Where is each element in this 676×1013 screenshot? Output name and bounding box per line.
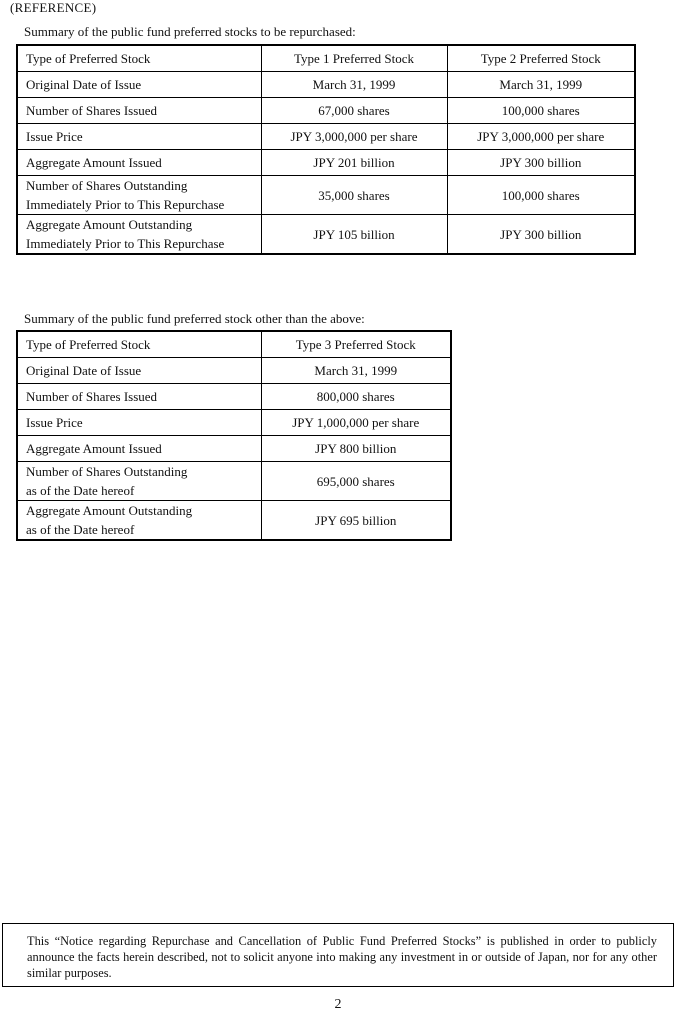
- row-label: [17, 215, 261, 255]
- row-label: Aggregate Amount Issued: [17, 436, 261, 462]
- cell-type1: JPY 3,000,000 per share: [261, 124, 447, 150]
- cell-type3: JPY 1,000,000 per share: [261, 410, 451, 436]
- cell-type3: JPY 800 billion: [261, 436, 451, 462]
- section2-caption: Summary of the public fund preferred stock other than the above:: [24, 311, 365, 326]
- row-label: Original Date of Issue: [17, 358, 261, 384]
- table-row: [17, 215, 635, 255]
- table-row: [17, 462, 451, 501]
- row-label: Aggregate Amount Issued: [17, 150, 261, 176]
- row-label: Original Date of Issue: [17, 72, 261, 98]
- cell-type1: JPY 201 billion: [261, 150, 447, 176]
- cell-type2: 100,000 shares: [447, 98, 635, 124]
- table-row: [17, 384, 451, 410]
- cell-type2: March 31, 1999: [447, 72, 635, 98]
- cell-type2: 100,000 shares: [447, 176, 635, 215]
- header-label: Type of Preferred Stock: [17, 331, 261, 358]
- table-row: [17, 176, 635, 215]
- row-label-line2: Immediately Prior to This Repurchase: [26, 197, 225, 212]
- cell-type1: JPY 105 billion: [261, 215, 447, 255]
- cell-type3: JPY 695 billion: [261, 501, 451, 541]
- other-stocks-table: [16, 330, 452, 541]
- cell-type3: 695,000 shares: [261, 462, 451, 501]
- repurchased-stocks-table: [16, 44, 636, 255]
- header-type3: Type 3 Preferred Stock: [261, 331, 451, 358]
- cell-type2: JPY 300 billion: [447, 150, 635, 176]
- cell-type2: JPY 300 billion: [447, 215, 635, 255]
- table-row: [17, 410, 451, 436]
- row-label: [17, 176, 261, 215]
- table-row: [17, 124, 635, 150]
- section1-caption: Summary of the public fund preferred stocks to be repurchased:: [24, 24, 356, 39]
- row-label: [17, 462, 261, 501]
- row-label: [17, 501, 261, 541]
- cell-type3: 800,000 shares: [261, 384, 451, 410]
- table-row: [17, 331, 451, 358]
- table-row: [17, 436, 451, 462]
- header-type2: Type 2 Preferred Stock: [447, 45, 635, 72]
- cell-type1: March 31, 1999: [261, 72, 447, 98]
- row-label: Issue Price: [17, 124, 261, 150]
- disclaimer-notice: This “Notice regarding Repurchase and Cancellation of Public Fund Preferred Stocks” is published in order to publicly announce the facts herein described, not to solicit anyone into making any investment in or outside of Japan, nor for any other similar purposes.: [2, 923, 674, 987]
- table-row: [17, 72, 635, 98]
- row-label-line1: Number of Shares Outstanding: [26, 464, 188, 479]
- table-row: [17, 150, 635, 176]
- row-label-line1: Number of Shares Outstanding: [26, 178, 188, 193]
- row-label-line2: as of the Date hereof: [26, 522, 135, 537]
- table-row: [17, 98, 635, 124]
- page-number: 2: [334, 997, 342, 1012]
- table-row: [17, 358, 451, 384]
- table-row: [17, 45, 635, 72]
- reference-heading: (REFERENCE): [10, 0, 97, 15]
- cell-type3: March 31, 1999: [261, 358, 451, 384]
- row-label-line1: Aggregate Amount Outstanding: [26, 503, 193, 518]
- row-label: Issue Price: [17, 410, 261, 436]
- cell-type1: 67,000 shares: [261, 98, 447, 124]
- row-label: Number of Shares Issued: [17, 384, 261, 410]
- header-label: Type of Preferred Stock: [17, 45, 261, 72]
- header-type1: Type 1 Preferred Stock: [261, 45, 447, 72]
- cell-type1: 35,000 shares: [261, 176, 447, 215]
- row-label-line1: Aggregate Amount Outstanding: [26, 217, 193, 232]
- row-label: Number of Shares Issued: [17, 98, 261, 124]
- cell-type2: JPY 3,000,000 per share: [447, 124, 635, 150]
- table-row: [17, 501, 451, 541]
- row-label-line2: Immediately Prior to This Repurchase: [26, 236, 225, 251]
- row-label-line2: as of the Date hereof: [26, 483, 135, 498]
